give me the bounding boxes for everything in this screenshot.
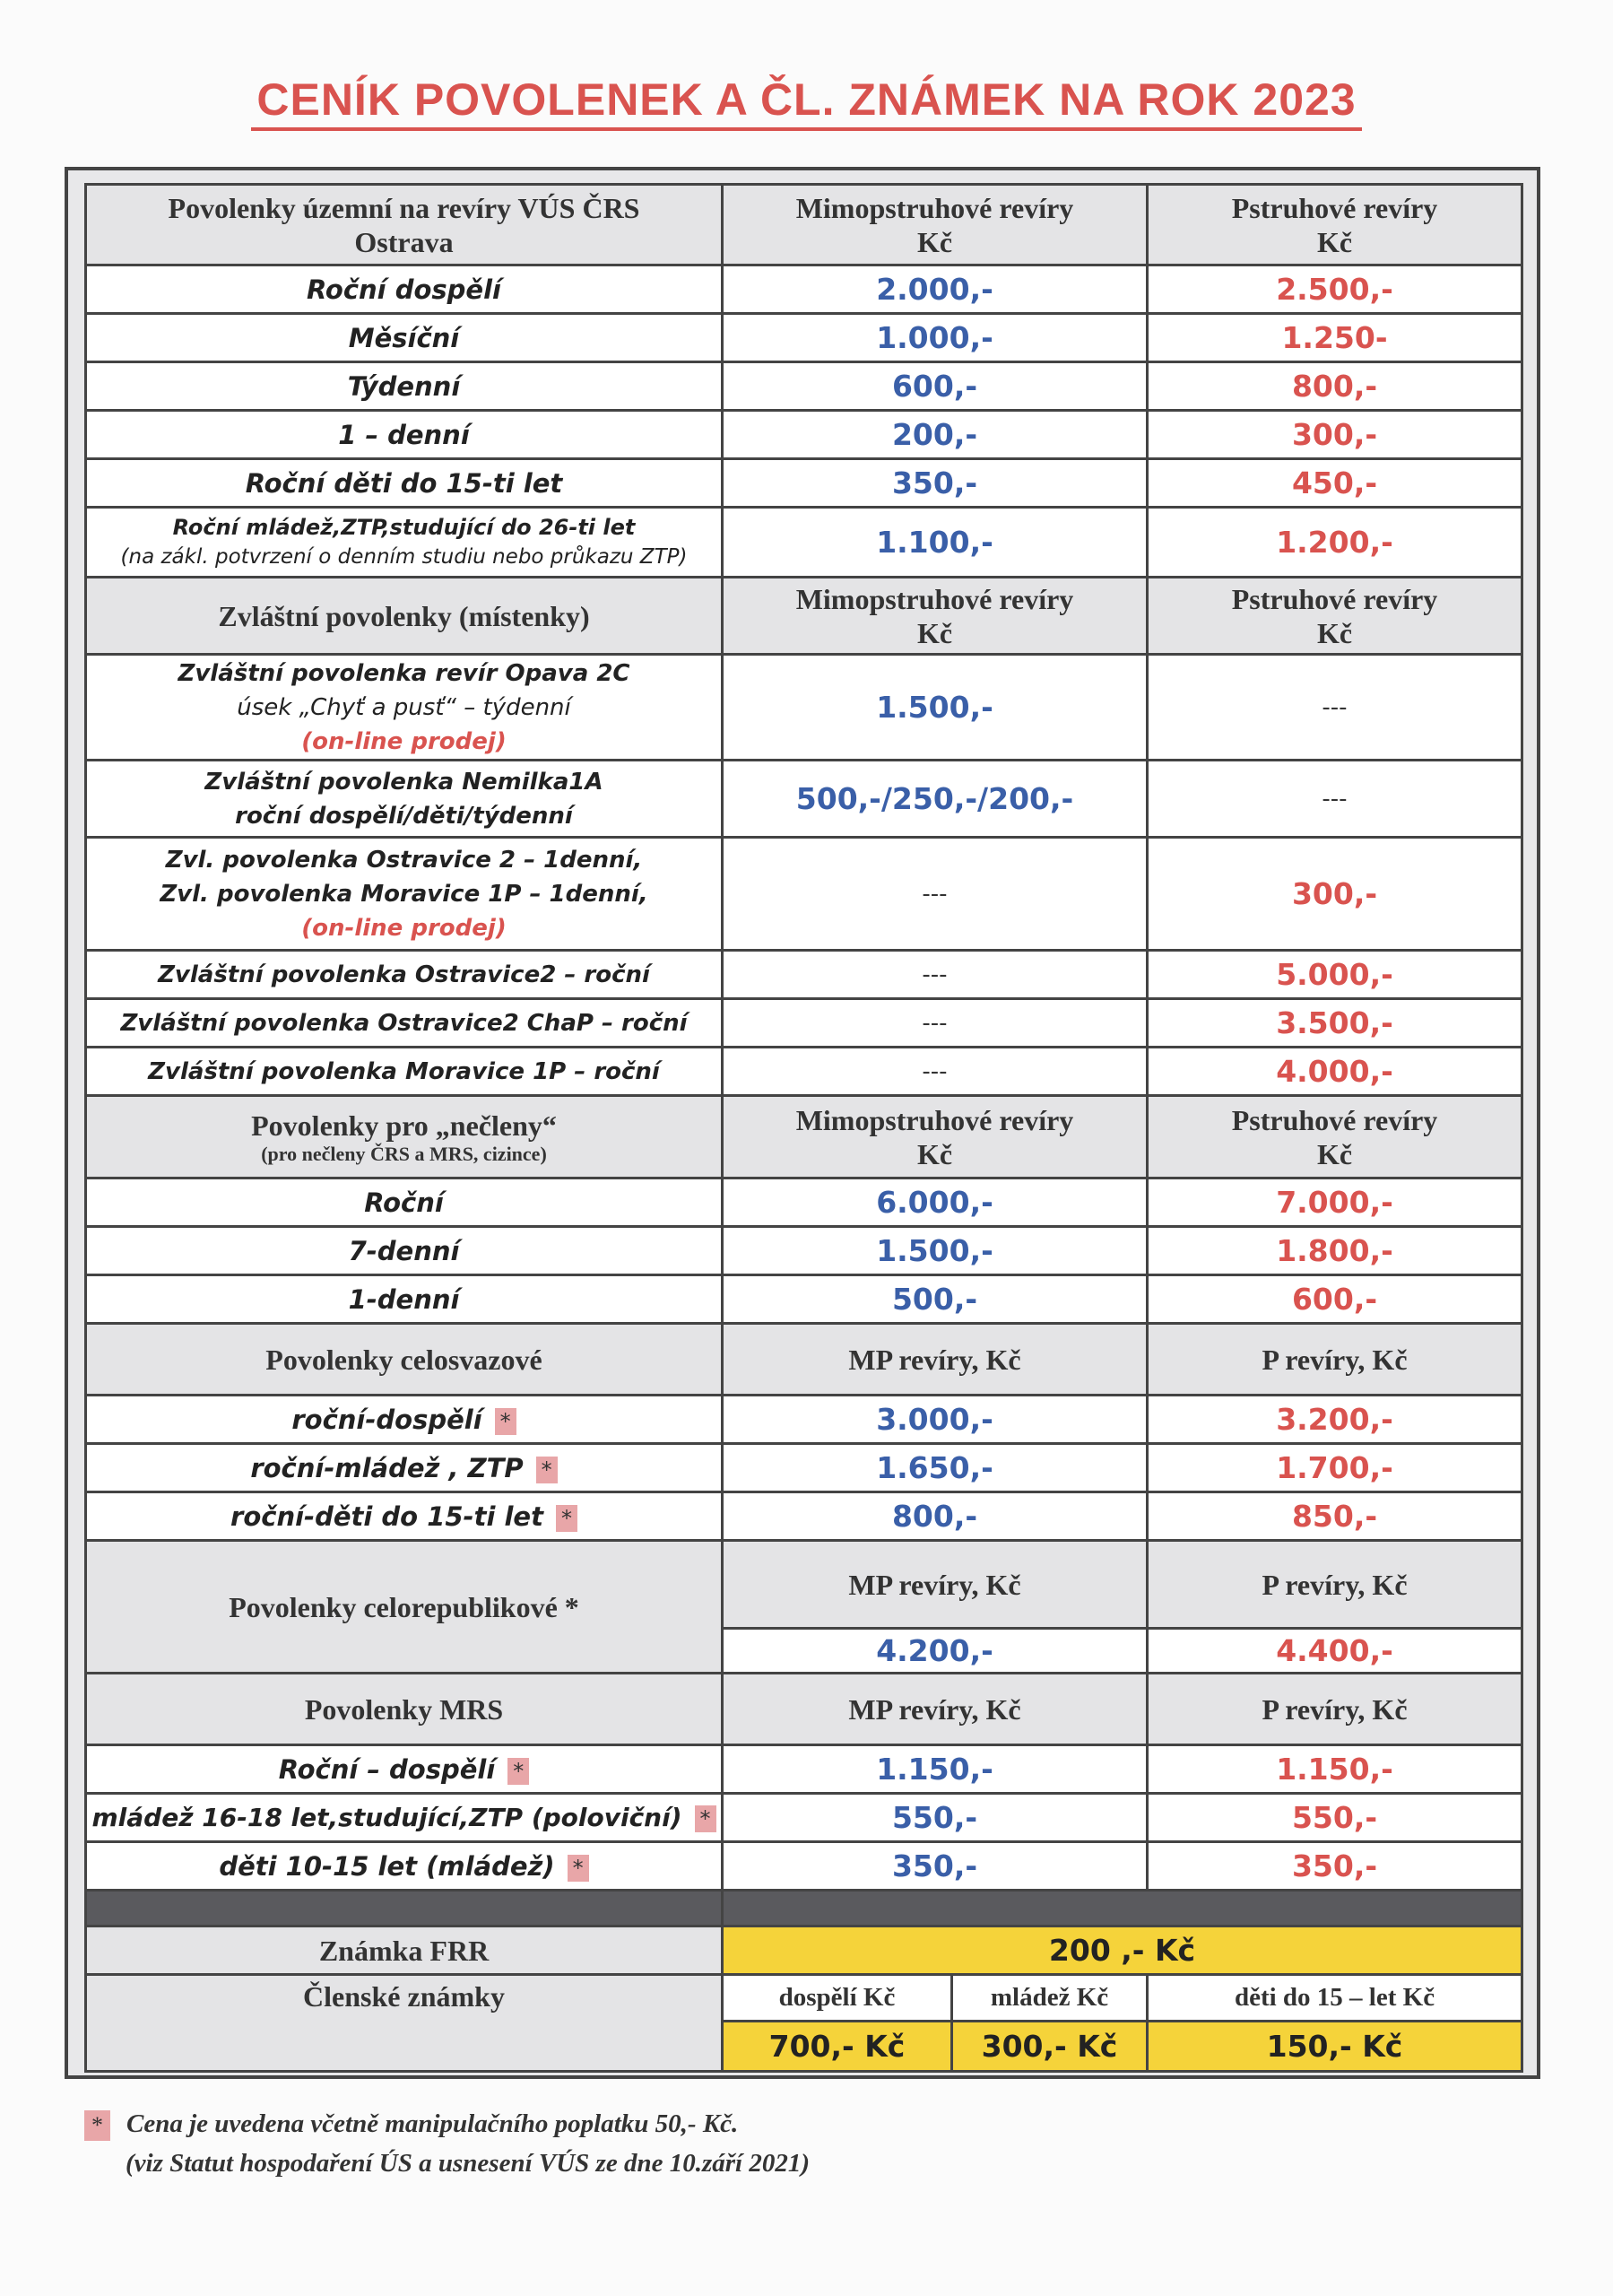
price-p: 1.200,- <box>1148 508 1522 578</box>
header-label: Zvláštní povolenky (místenky) <box>86 578 723 655</box>
table-row <box>86 411 1522 459</box>
price-p: --- <box>1148 761 1522 838</box>
header-label: Povolenky celorepublikové * <box>86 1541 723 1674</box>
header-label: Povolenky územní na revíry VÚS ČRS Ostrava <box>86 185 723 265</box>
footnote <box>84 2104 810 2183</box>
price-mp: 4.200,- <box>723 1629 1148 1674</box>
price-mp: 350,- <box>723 459 1148 508</box>
row-label: mládež 16-18 let,studující,ZTP (poloviční) * <box>86 1794 723 1842</box>
separator-cell <box>723 1891 1522 1929</box>
row-label: 1-denní <box>86 1275 723 1324</box>
membership-col-youth: mládež Kč <box>952 1975 1148 2022</box>
table-row <box>86 838 1522 951</box>
section-header-necleny <box>86 1096 1522 1178</box>
row-label: Zvláštní povolenka Moravice 1P – roční <box>86 1048 723 1096</box>
row-label: 1 – denní <box>86 411 723 459</box>
footnote-line-2: (viz Statut hospodaření ÚS a usnesení VÚS ze dne 10.září 2021) <box>126 2149 810 2178</box>
price-mp: --- <box>723 838 1148 951</box>
header-mp: Mimopstruhové revíry Kč <box>723 185 1148 265</box>
table-row <box>86 1275 1522 1324</box>
price-mp: 6.000,- <box>723 1178 1148 1227</box>
table-row <box>86 1178 1522 1227</box>
price-table-frame <box>65 167 1540 2079</box>
price-mp: --- <box>723 1048 1148 1096</box>
price-mp: 1.650,- <box>723 1444 1148 1492</box>
frr-value: 200 ,- Kč <box>723 1926 1522 1975</box>
star-mark: * <box>556 1505 577 1532</box>
price-mp: 1.000,- <box>723 314 1148 362</box>
row-label: Roční mládež,ZTP,studující do 26-ti let (na zákl. potvrzení o denním studiu nebo průkazu ZTP) <box>86 508 723 578</box>
price-p: 1.250- <box>1148 314 1522 362</box>
star-mark: * <box>507 1758 529 1785</box>
price-p: 850,- <box>1148 1492 1522 1541</box>
price-p: 1.700,- <box>1148 1444 1522 1492</box>
section-header-mrs <box>86 1674 1522 1745</box>
table-row <box>86 1444 1522 1492</box>
price-p: 7.000,- <box>1148 1178 1522 1227</box>
table-row <box>86 1842 1522 1891</box>
table-row <box>86 951 1522 999</box>
price-mp: 500,-/250,-/200,- <box>723 761 1148 838</box>
price-p: 800,- <box>1148 362 1522 411</box>
membership-col-child: děti do 15 – let Kč <box>1148 1975 1522 2022</box>
membership-col-adult: dospělí Kč <box>723 1975 952 2022</box>
price-mp: --- <box>723 951 1148 999</box>
price-p: 3.500,- <box>1148 999 1522 1048</box>
price-mp: 200,- <box>723 411 1148 459</box>
price-p: 600,- <box>1148 1275 1522 1324</box>
membership-value-youth: 300,- Kč <box>952 2022 1148 2072</box>
price-mp: 2.000,- <box>723 265 1148 314</box>
header-p: P revíry, Kč <box>1148 1541 1522 1629</box>
price-p: 1.150,- <box>1148 1745 1522 1794</box>
price-p: 550,- <box>1148 1794 1522 1842</box>
price-p: 1.800,- <box>1148 1227 1522 1275</box>
table-row <box>86 1492 1522 1541</box>
price-p: 3.200,- <box>1148 1396 1522 1444</box>
table-row <box>86 314 1522 362</box>
price-p: 350,- <box>1148 1842 1522 1891</box>
section-header-celorepublikove <box>86 1541 1522 1629</box>
table-row <box>86 1227 1522 1275</box>
header-mp: MP revíry, Kč <box>723 1674 1148 1745</box>
row-label: 7-denní <box>86 1227 723 1275</box>
table-row <box>86 1396 1522 1444</box>
header-mp: MP revíry, Kč <box>723 1324 1148 1396</box>
price-mp: 1.150,- <box>723 1745 1148 1794</box>
table-row <box>86 508 1522 578</box>
header-mp: Mimopstruhové revíry Kč <box>723 1096 1148 1178</box>
table-row <box>86 1048 1522 1096</box>
row-label: Zvl. povolenka Ostravice 2 – 1denní, Zvl. povolenka Moravice 1P – 1denní, (on-line prodej) <box>86 838 723 951</box>
frr-label: Známka FRR <box>86 1926 723 1975</box>
price-p: 4.000,- <box>1148 1048 1522 1096</box>
page-title <box>0 74 1613 131</box>
header-p: P revíry, Kč <box>1148 1674 1522 1745</box>
row-label: Roční dospělí <box>86 265 723 314</box>
table-row <box>86 999 1522 1048</box>
price-mp: --- <box>723 999 1148 1048</box>
section-header-uzemni <box>86 185 1522 265</box>
price-mp: 1.500,- <box>723 655 1148 761</box>
row-label: děti 10-15 let (mládež) * <box>86 1842 723 1891</box>
row-label: Zvláštní povolenka Nemilka1A roční dospělí/děti/týdenní <box>86 761 723 838</box>
row-label: Roční děti do 15-ti let <box>86 459 723 508</box>
row-label: roční-děti do 15-ti let * <box>86 1492 723 1541</box>
table-row <box>86 655 1522 761</box>
row-note: (na zákl. potvrzení o denním studiu nebo průkazu ZTP) <box>120 545 688 569</box>
star-mark: * <box>568 1855 589 1882</box>
table-row <box>86 265 1522 314</box>
header-label: Povolenky celosvazové <box>86 1324 723 1396</box>
header-label: Povolenky MRS <box>86 1674 723 1745</box>
row-label: Měsíční <box>86 314 723 362</box>
header-mp: MP revíry, Kč <box>723 1541 1148 1629</box>
table-row <box>86 761 1522 838</box>
table-row <box>86 1794 1522 1842</box>
row-label: roční-dospělí * <box>86 1396 723 1444</box>
star-mark: * <box>695 1805 716 1832</box>
price-mp: 3.000,- <box>723 1396 1148 1444</box>
price-p: 4.400,- <box>1148 1629 1522 1674</box>
row-label: Roční – dospělí * <box>86 1745 723 1794</box>
row-label: Zvláštní povolenka Ostravice2 ChaP – roční <box>86 999 723 1048</box>
price-table <box>84 183 1523 1930</box>
price-p: 300,- <box>1148 838 1522 951</box>
membership-table <box>84 1925 1523 2073</box>
price-mp: 550,- <box>723 1794 1148 1842</box>
price-p: 2.500,- <box>1148 265 1522 314</box>
header-p: Pstruhové revíry Kč <box>1148 578 1522 655</box>
price-p: 300,- <box>1148 411 1522 459</box>
separator-cell <box>86 1891 723 1929</box>
price-mp: 600,- <box>723 362 1148 411</box>
header-p: Pstruhové revíry Kč <box>1148 185 1522 265</box>
price-p: --- <box>1148 655 1522 761</box>
title-text: CENÍK POVOLENEK A ČL. ZNÁMEK NA ROK 2023 <box>251 74 1361 131</box>
footnote-line-1: Cena je uvedena včetně manipulačního poplatku 50,- Kč. <box>126 2109 739 2138</box>
price-mp: 500,- <box>723 1275 1148 1324</box>
row-label: roční-mládež , ZTP * <box>86 1444 723 1492</box>
table-row <box>86 1745 1522 1794</box>
header-p: P revíry, Kč <box>1148 1324 1522 1396</box>
star-mark: * <box>84 2110 110 2141</box>
separator-row <box>86 1891 1522 1929</box>
price-p: 5.000,- <box>1148 951 1522 999</box>
price-mp: 800,- <box>723 1492 1148 1541</box>
membership-header-row <box>86 1975 1522 2022</box>
table-row <box>86 459 1522 508</box>
frr-row <box>86 1926 1522 1975</box>
row-label: Zvláštní povolenka Ostravice2 – roční <box>86 951 723 999</box>
star-mark: * <box>536 1457 558 1483</box>
price-mp: 350,- <box>723 1842 1148 1891</box>
price-mp: 1.100,- <box>723 508 1148 578</box>
row-label: Zvláštní povolenka revír Opava 2C úsek „Chyť a pusť“ – týdenní (on-line prodej) <box>86 655 723 761</box>
table-row <box>86 362 1522 411</box>
row-label: Týdenní <box>86 362 723 411</box>
membership-label: Členské známky <box>86 1975 723 2072</box>
star-mark: * <box>495 1408 516 1435</box>
header-label: Povolenky pro „nečleny“ (pro nečleny ČRS a MRS, cizince) <box>86 1096 723 1178</box>
section-header-celosvazove <box>86 1324 1522 1396</box>
membership-value-child: 150,- Kč <box>1148 2022 1522 2072</box>
row-label: Roční <box>86 1178 723 1227</box>
price-p: 450,- <box>1148 459 1522 508</box>
price-mp: 1.500,- <box>723 1227 1148 1275</box>
header-p: Pstruhové revíry Kč <box>1148 1096 1522 1178</box>
section-header-zvlastni <box>86 578 1522 655</box>
header-mp: Mimopstruhové revíry Kč <box>723 578 1148 655</box>
membership-value-adult: 700,- Kč <box>723 2022 952 2072</box>
